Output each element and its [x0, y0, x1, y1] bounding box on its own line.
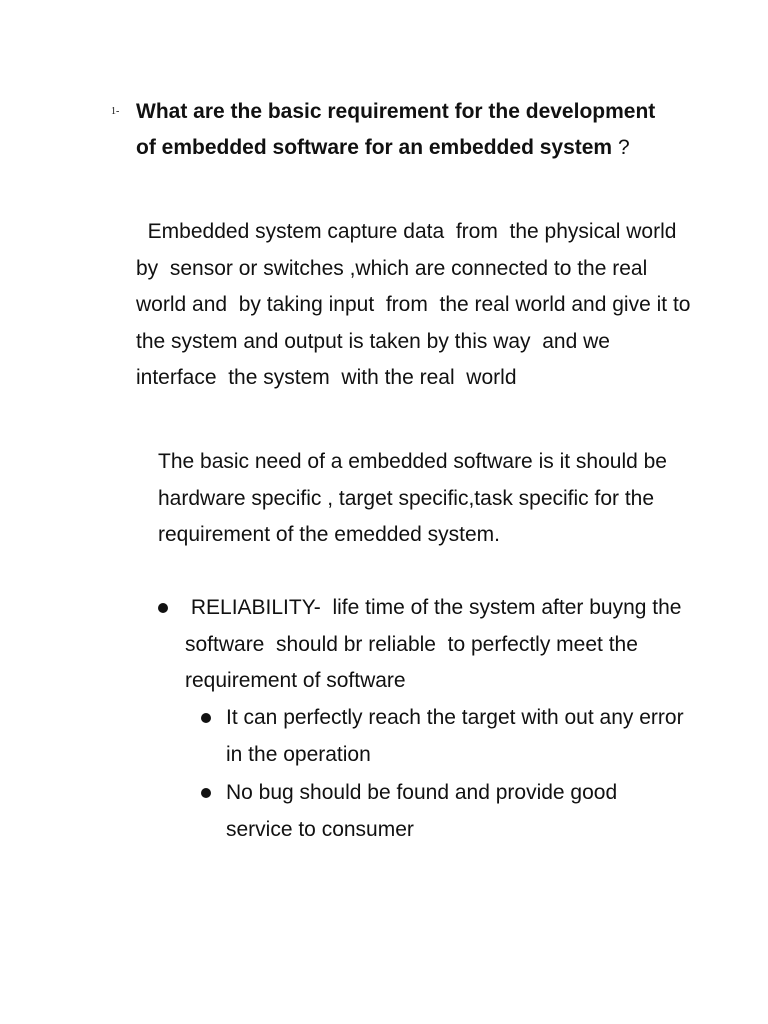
bullet-item-reliability	[158, 590, 694, 700]
sub-bullet-item-no-bug	[201, 775, 686, 848]
sub-bullet-text-no-bug: No bug should be found and provide good service to consumer	[226, 781, 618, 841]
bullet-dot-icon	[201, 713, 211, 723]
paragraph-embedded-system: Embedded system capture data from the physical world by sensor or switches ,which are connected to the real world and by taking input from the real world and give it to the system and output is taken by this way and we interface the system with the real world	[136, 220, 697, 389]
bullet-dot-icon	[201, 788, 211, 798]
bullet-dot-icon	[158, 603, 168, 613]
question-number: 1-	[111, 106, 120, 117]
bullet-text-reliability: RELIABILITY- life time of the system after buyng the software should br reliable to perfectly meet the requirement of software	[185, 596, 694, 692]
sub-bullet-item-target	[201, 700, 686, 773]
question-mark: ?	[612, 136, 630, 159]
sub-bullet-text-target: It can perfectly reach the target with out any error in the operation	[226, 706, 684, 766]
question-text: What are the basic requirement for the development of embedded software for an embedded system	[136, 100, 656, 159]
question-heading	[136, 94, 656, 166]
paragraph-basic-need: The basic need of a embedded software is it should be hardware specific , target specific,task specific for the requirement of the emedded system.	[158, 450, 667, 546]
